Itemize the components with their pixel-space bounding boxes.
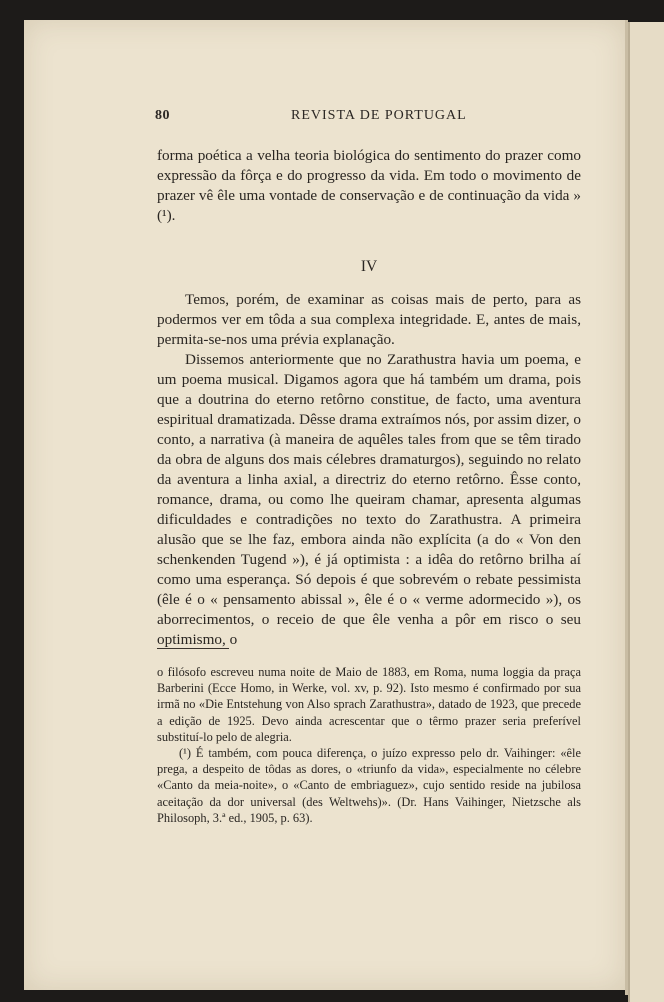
paragraph: Temos, porém, de examinar as coisas mais de perto, para as podermos ver em tôda a sua complexa integridade. E, antes de mais, permita-se-nos uma prévia explanação. [157,291,581,348]
footnotes [157,664,581,826]
paragraph-continuation: forma poética a velha teoria biológica do sentimento do prazer como expressão da fôrça e do progresso da vida. Em todo o movimento de prazer vê êle uma vontade de conservação e de continuação da vida » (¹). [157,147,581,224]
facing-page-edge [628,22,664,1002]
body-block-1 [157,146,581,226]
footnote-continuation: o filósofo escreveu numa noite de Maio de 1883, em Roma, numa loggia da praça Barberini (Ecce Homo, in Werke, vol. xv, p. 92). Isto mesmo é confirmado por sua irmã no «Die Entstehung von Also sprach Zarathustra», datado de 1923, que precede a edição de 1925. Devo ainda acrescentar que o têrmo prazer seria preferível substituí-lo pelo de alegria. [157,665,581,744]
page-number: 80 [155,108,170,123]
footnote-divider [157,648,229,649]
paragraph: Dissemos anteriormente que no Zarathustra havia um poema, e um poema musical. Digamos agora que há também um drama, pois que a doutrina do eterno retôrno constitue, de facto, uma aventura espiritual dramatizada. Dêsse drama extraímos nós, por assim dizer, o conto, a narrativa (à maneira de aquêles tales from que se têm tirado da obra de alguns dos mais célebres dramaturgos), seguindo no relato da aventura a linha axial, a directriz do eterno retôrno. Êsse conto, romance, drama, ou como lhe queiram chamar, apresenta algumas dificuldades e contradições no texto do Zarathustra. A primeira alusão que se lhe faz, embora ainda não explícita (a do « Von den schenkenden Tugend »), é já optimista : a idêa do retôrno brilha aí como uma esperança. Só depois é que sobrevém o rebate pessimista (êle é o « pensamento abissal », êle é o « verme adormecido »), os aborrecimentos, o receio de que êle venha a pôr em risco o seu optimismo, o [157,351,581,648]
body-block-2 [157,290,581,650]
footnote: (¹) É também, com pouca diferença, o juízo expresso pelo dr. Vaihinger: «êle prega, a despeito de tôdas as dores, o «triunfo da vida», especialmente no célebre «Canto da meia-noite», o «Canto de embriaguez», cujo sentido reside na jubilosa aceitação da dor universal (des Weltwehs)». (Dr. Hans Vaihinger, Nietzsche als Philosoph, 3.ª ed., 1905, p. 63). [157,746,581,825]
running-title: REVISTA DE PORTUGAL [291,108,467,123]
section-heading: IV [360,258,378,275]
